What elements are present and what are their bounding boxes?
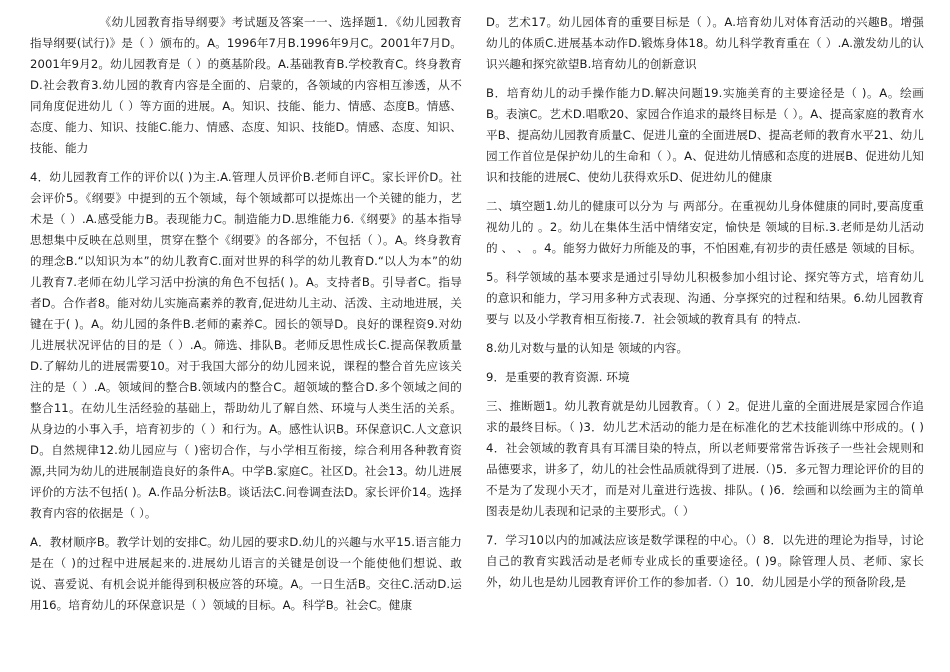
paragraph-fill-in-4: 9．是重要的教育资源. 环境 xyxy=(486,370,630,384)
paragraph-judgment-2: 7．学习10以内的加减法应该是数学课程的中心。（）8．以先进的理论为指导，讨论自己的教育实践活动是老师专业成长的重要途径。( )9。除管理人员、老师、家长外，幼儿也是幼儿园教育评价工作的参加者.（）10．幼儿园是小学的预备阶段,是 xyxy=(486,533,924,589)
paragraph-choice-questions-1: 《幼儿园教育指导纲要》考试题及答案一一、选择题1．《幼儿园教育指导纲要(试行)》是（ ）颁布的。A。1996年7月B.1996年9月C。2001年7月D。2001年9月2。幼儿园教育是（ ）的奠基阶段。A.基础教育B.学校教育C。终身教育D.社会教育3.幼儿园的教育内容是全面的、启蒙的，各领域的内容相互渗透，从不同角度促进幼儿（ ）等方面的进展。A。知识、技能、能力、情感、态度B。情感、态度、能力、知识、技能C.能力、情感、态度、知识、技能D。情感、态度、知识、技能、能力 xyxy=(30,15,462,155)
paragraph-fill-in-1: 二、填空题1.幼儿的健康可以分为 与 两部分。在重视幼儿身体健康的同时,要高度重视幼儿的 。2。幼儿在集体生活中情绪安定，愉快是 领域的目标.3.老师是幼儿活动的 、 、 。4。能努力做好力所能及的事，不怕困难,有初步的责任感是 领域的目标。 xyxy=(486,199,924,255)
paragraph-fill-in-3: 8.幼儿对数与量的认知是 领域的内容。 xyxy=(486,341,689,355)
paragraph-fill-in-2: 5。科学领域的基本要求是通过引导幼儿积极参加小组讨论、探究等方式，培育幼儿的意识和能力，学习用多种方式表现、沟通、分享探究的过程和结果。6.幼儿园教育要与 以及小学教育相互衔接.7．社会领域的教育具有 的特点. xyxy=(486,270,924,326)
paragraph-judgment-1: 三、推断题1。幼儿教育就是幼儿园教育。（ ）2。促进儿童的全面进展是家园合作追求的最终目标。（ )3．幼儿艺术活动的能力是在标准化的艺术技能训练中形成的。( )4．社会领域的教育具有耳濡目染的特点，所以老师要常常告诉孩子一些社会规则和品德要求，讲多了，幼儿的社会性品质就得到了进展.（)5．多元智力理论评价的目的不是为了发现小天才，而是对儿童进行选拔、排队。( )6．绘画和以绘画为主的简单图表是幼儿表现和记录的主要形式。（ ） xyxy=(486,399,924,518)
paragraph-choice-questions-3: A．教材顺序B。教学计划的安排C。幼儿园的要求D.幼儿的兴趣与水平15.语言能力是在（ )的过程中进展起来的.进展幼儿语言的关键是创设一个能使他们想说、敢说、喜爱说、有机会说并能得到积极应答的环境。A。一日生活B。交往C.活动D.运用16。培育幼儿的环保意识是（ ）领域的目标。A。科学B。社会C。健康 xyxy=(30,535,462,612)
paragraph-choice-questions-2: 4．幼儿园教育工作的评价以( )为主.A.管理人员评价B.老师自评C。家长评价D。社会评价5。《纲要》中提到的五个领域，每个领域都可以提炼出一个关键的能力，艺术是（ ）.A.感受能力B。表现能力C。制造能力D.思维能力6.《纲要》的基本指导思想集中反映在总则里，贯穿在整个《纲要》的各部分，不包括（ ）。A。终身教育的理念B.“以知识为本”的幼儿教育C.面对世界的科学的幼儿教育D.“以人为本”的幼儿教育7.老师在幼儿学习活中扮演的角色不包括( )。A。支持者B。引导者C。指导者D。合作者8。能对幼儿实施高素养的教育,促进幼儿主动、活泼、主动地进展，关键在于( )。A。幼儿园的条件B.老师的素养C。园长的领导D。良好的课程资9.对幼儿进展状况评估的目的是（ ）.A。筛选、排队B。老师反思性成长C.提高保教质量D.了解幼儿的进展需要10。对于我国大部分的幼儿园来说，课程的整合首先应该关注的是（ ）.A。领域间的整合B.领域内的整合C。超领域的整合D.多个领域之间的整合11。在幼儿生活经验的基础上，帮助幼儿了解自然、环境与人类生活的关系。从身边的小事入手，培育初步的（ ）和行为。A。感性认识B。环保意识C.人文意识D。自然规律12.幼儿园应与（ )密切合作，与小学相互衔接，综合利用各种教育资源,共同为幼儿的进展制造良好的条件A。中学B.家庭C。社区D。社会13。幼儿进展评价的方法不包括( )。A.作品分析法B。谈话法C.问卷调查法D。家长评价14。选择教育内容的依据是（ ）。 xyxy=(30,170,462,520)
paragraph-choice-questions-5: B．培育幼儿的动手操作能力D.解决问题19.实施美育的主要途径是（ )。A。绘画B。表演C。艺术D.唱歌20、家园合作追求的最终目标是（ ）。A、提高家庭的教育水平B、提高幼儿园教育质量C、促进儿童的全面进展D、提高老师的教育水平21、幼儿园工作首位是保护幼儿的生命和（ ）。A、促进幼儿情感和态度的进展B、促进幼儿知识和技能的进展C、使幼儿获得欢乐D、促进幼儿的健康 xyxy=(486,86,924,184)
right-column xyxy=(486,12,924,666)
left-column xyxy=(30,12,462,666)
paragraph-choice-questions-4: D。艺术17。幼儿园体育的重要目标是（ ）。A.培育幼儿对体育活动的兴趣B。增强幼儿的体质C.进展基本动作D.锻炼身体18。幼儿科学教育重在（ ）.A.激发幼儿的认识兴趣和探究欲望B.培育幼儿的创新意识 xyxy=(486,15,924,71)
